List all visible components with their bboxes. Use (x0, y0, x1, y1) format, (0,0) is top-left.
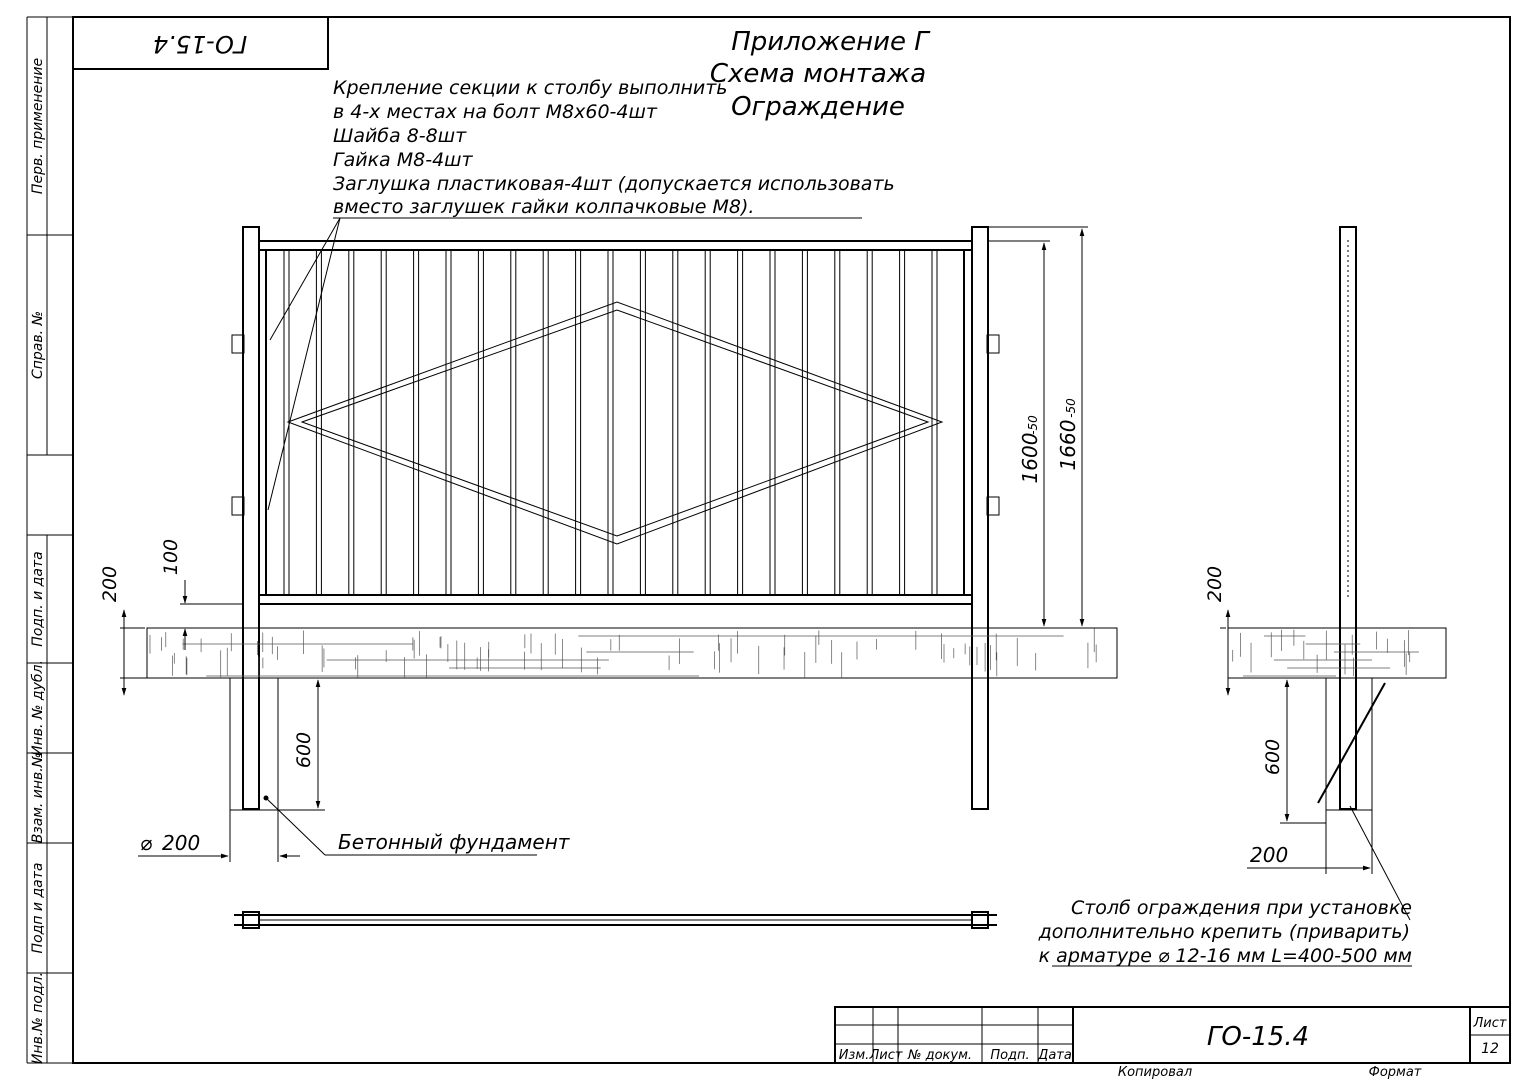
picket (770, 250, 775, 595)
title-line1: Приложение Г (731, 27, 929, 57)
bottom-rail (259, 595, 972, 604)
dim-1600: 1600 (1018, 432, 1042, 484)
rhombus-inner (302, 310, 928, 536)
picket (576, 250, 581, 595)
dim-diam-200: 200 (162, 831, 201, 855)
picket (446, 250, 451, 595)
foundation-left (230, 678, 278, 810)
pickets (284, 250, 937, 595)
right-post (972, 227, 988, 809)
picket (511, 250, 516, 595)
picket (543, 250, 548, 595)
picket (900, 250, 905, 595)
dim-1660-tol: -50 (1064, 398, 1078, 418)
note-4: Гайка М8-4шт (333, 149, 473, 171)
picket (381, 250, 386, 595)
diam-symbol-left: ⌀ (140, 831, 153, 855)
picket (738, 250, 743, 595)
left-post (243, 227, 259, 809)
fence-side-view (1204, 227, 1446, 920)
dims-left (99, 539, 325, 862)
side-inv-dubl: Инв. № дубл. (30, 660, 46, 756)
picket (705, 250, 710, 595)
side-strip (27, 17, 73, 1064)
side-vzam: Взам. инв.№ (30, 752, 46, 844)
tb-sheet-label: Лист (1473, 1016, 1507, 1031)
note-2: в 4-х местах на болт М8х60-4шт (333, 101, 657, 123)
picket (349, 250, 354, 595)
title-block (835, 1007, 1510, 1080)
rebar-note-2: дополнительно крепить (приварить) (1038, 921, 1410, 943)
notes (268, 77, 895, 510)
picket (802, 250, 807, 595)
note-6: вместо заглушек гайки колпачковые М8). (333, 196, 755, 218)
picket (673, 250, 678, 595)
top-rail (259, 241, 972, 250)
dim-600-right: 600 (1262, 738, 1284, 776)
side-perv: Перв. применение (30, 57, 46, 195)
tb-kopiroval: Копировал (1117, 1065, 1193, 1080)
dim-200-right: 200 (1204, 565, 1226, 603)
tb-designation: ГО-15.4 (1206, 1022, 1310, 1052)
tb-sheet-no: 12 (1481, 1041, 1499, 1057)
note-3: Шайба 8-8шт (333, 125, 467, 147)
tb-izm: Изм. (838, 1048, 870, 1063)
title-line2: Схема монтажа (709, 59, 927, 89)
note-1: Крепление секции к столбу выполнить (333, 77, 728, 99)
tb-data: Дата (1038, 1048, 1072, 1063)
tb-list: Лист (869, 1048, 903, 1063)
picket (640, 250, 645, 595)
picket (414, 250, 419, 595)
dim-1660: 1660 (1056, 419, 1080, 471)
dim-1600-tol: -50 (1026, 415, 1040, 435)
side-inv-podl: Инв.№ подл. (30, 971, 46, 1065)
fence-front-view (232, 227, 999, 809)
foundation-label: Бетонный фундамент (338, 830, 570, 854)
picket (835, 250, 840, 595)
dim-100: 100 (160, 538, 182, 576)
dims-height (988, 227, 1117, 628)
plan-view (234, 912, 997, 928)
foundation-side (1326, 678, 1372, 810)
tb-format: Формат (1368, 1065, 1422, 1080)
picket (932, 250, 937, 595)
title-line3: Ограждение (731, 92, 905, 122)
side-post (1340, 227, 1356, 809)
side-podp1: Подп. и дата (30, 551, 46, 647)
tb-ndokum: № докум. (907, 1048, 973, 1063)
picket (478, 250, 483, 595)
side-sprav: Справ. № (30, 310, 46, 380)
dim-200-bottom: 200 (1250, 843, 1289, 867)
dim-600-left: 600 (293, 731, 315, 769)
rebar-note-3: к арматуре ⌀ 12-16 мм L=400-500 мм (1038, 945, 1412, 967)
side-podp2: Подп и дата (30, 862, 46, 954)
note-5: Заглушка пластиковая-4шт (допускается использовать (333, 173, 895, 195)
top-stamp-text: ГО-15.4 (152, 30, 248, 58)
picket (608, 250, 613, 595)
picket (867, 250, 872, 595)
rebar (1318, 683, 1385, 803)
tb-podp: Подп. (990, 1048, 1030, 1063)
dim-200-left: 200 (99, 565, 121, 603)
rebar-note-1: Столб ограждения при установке (1070, 897, 1412, 919)
